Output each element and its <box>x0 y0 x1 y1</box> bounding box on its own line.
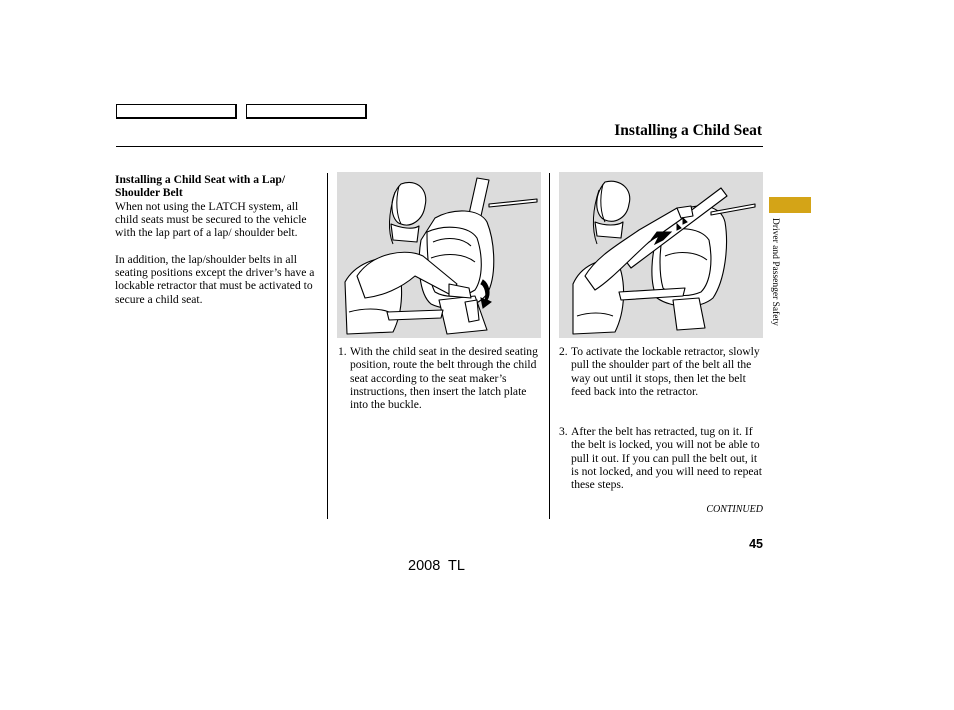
step-3 <box>559 425 764 491</box>
paragraph: When not using the LATCH system, all child seats must be secured to the vehicle with the lap part of a lap/ shoulder belt. <box>115 199 307 240</box>
illustration-lockable-retractor <box>559 172 763 338</box>
step-number: 3. <box>559 425 568 438</box>
model-label: 2008 TL <box>408 558 465 574</box>
column-divider <box>327 173 328 519</box>
page-number: 45 <box>749 537 763 551</box>
title-rule <box>116 146 763 147</box>
step-text: To activate the lockable retractor, slowly pull the shoulder part of the belt all the way out until it stops, then let the belt feed back into the retractor. <box>571 345 760 398</box>
nav-tab-1[interactable] <box>116 104 237 119</box>
step-number: 1. <box>338 345 347 358</box>
left-column <box>115 173 320 319</box>
section-label: Driver and Passenger Safety <box>770 218 780 326</box>
woman-pulling-shoulder-belt-illustration <box>559 172 763 338</box>
step-1 <box>338 345 538 411</box>
step-text: After the belt has retracted, tug on it. If the belt is locked, you will not be able to pull it out. If you can pull the belt out, it is not locked, and you will need to repeat these steps. <box>571 425 762 492</box>
woman-buckling-child-seat-illustration <box>337 172 541 338</box>
continued-label: CONTINUED <box>706 504 763 515</box>
illustration-buckle-latch <box>337 172 541 338</box>
step-number: 2. <box>559 345 568 358</box>
nav-tab-2[interactable] <box>246 104 367 119</box>
sub-heading: Installing a Child Seat with a Lap/ Shoulder Belt <box>115 173 286 200</box>
section-tab[interactable] <box>769 197 811 213</box>
step-2 <box>559 345 764 398</box>
paragraph: In addition, the lap/shoulder belts in all seating positions except the driver’s have a lockable retractor that must be activated to secure a child seat. <box>115 252 315 306</box>
page-title: Installing a Child Seat <box>614 122 762 139</box>
step-text: With the child seat in the desired seating position, route the belt through the child seat according to the seat maker’s instructions, then insert the latch plate into the buckle. <box>350 345 538 412</box>
column-divider <box>549 173 550 519</box>
